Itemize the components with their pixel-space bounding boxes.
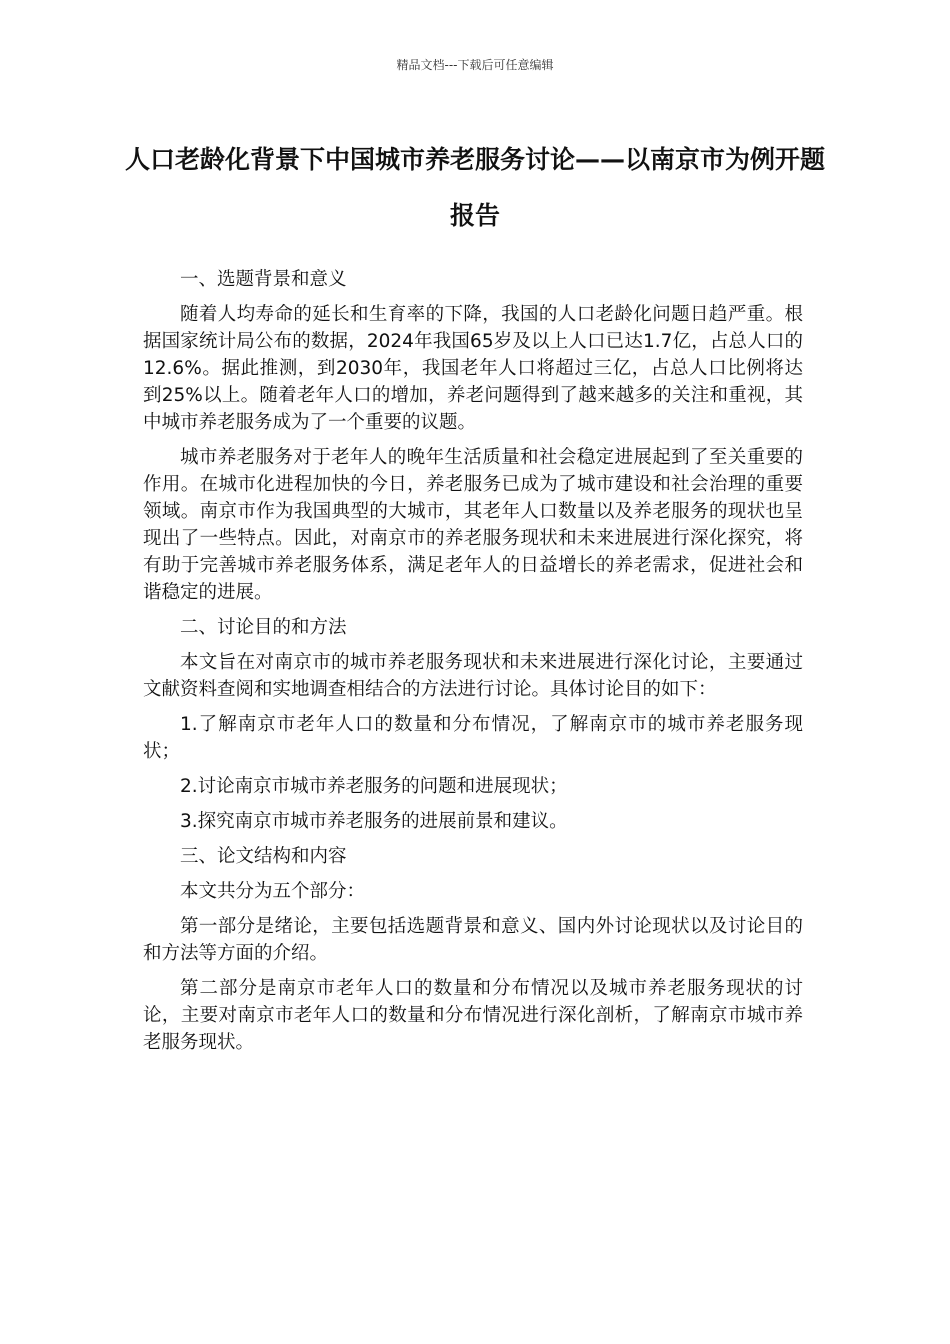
paragraph-structure-intro: 本文共分为五个部分： [180, 881, 366, 902]
page-header-note: 精品文档---下载后可任意编辑 [396, 58, 554, 72]
list-item-goal-2: 2.讨论南京市城市养老服务的问题和进展现状； [180, 776, 568, 797]
list-item-goal-1: 1.了解南京市老年人口的数量和分布情况，了解南京市的城市养老服务现状； [143, 714, 803, 762]
section-heading-background: 一、选题背景和意义 [180, 269, 347, 290]
paragraph-background-2: 城市养老服务对于老年人的晚年生活质量和社会稳定进展起到了至关重要的作用。在城市化进程加快的今日，养老服务已成为了城市建设和社会治理的重要领域。南京市作为我国典型的大城市，其老年人口数量以及养老服务的现状也呈现出了一些特点。因此，对南京市的养老服务现状和未来进展进行深化探究，将有助于完善城市养老服务体系，满足老年人的日益增长的养老需求，促进社会和谐稳定的进展。 [143, 447, 803, 603]
section-heading-structure: 三、论文结构和内容 [180, 846, 347, 867]
paragraph-part-one: 第一部分是绪论，主要包括选题背景和意义、国内外讨论现状以及讨论目的和方法等方面的介绍。 [143, 916, 803, 964]
section-heading-purpose: 二、讨论目的和方法 [180, 617, 347, 638]
document-body [143, 266, 803, 1064]
paragraph-background-1: 随着人均寿命的延长和生育率的下降，我国的人口老龄化问题日趋严重。根据国家统计局公布的数据，2024年我国65岁及以上人口已达1.7亿，占总人口的12.6%。据此推测，到2030年，我国老年人口将超过三亿，占总人口比例将达到25%以上。随着老年人口的增加，养老问题得到了越来越多的关注和重视，其中城市养老服务成为了一个重要的议题。 [143, 304, 803, 433]
paragraph-part-two: 第二部分是南京市老年人口的数量和分布情况以及城市养老服务现状的讨论，主要对南京市老年人口的数量和分布情况进行深化剖析，了解南京市城市养老服务现状。 [143, 978, 803, 1053]
list-item-goal-3: 3.探究南京市城市养老服务的进展前景和建议。 [180, 811, 568, 832]
document-title: 人口老龄化背景下中国城市养老服务讨论——以南京市为例开题报告 [124, 145, 825, 230]
paragraph-purpose: 本文旨在对南京市的城市养老服务现状和未来进展进行深化讨论，主要通过文献资料查阅和实地调查相结合的方法进行讨论。具体讨论目的如下： [143, 652, 803, 700]
